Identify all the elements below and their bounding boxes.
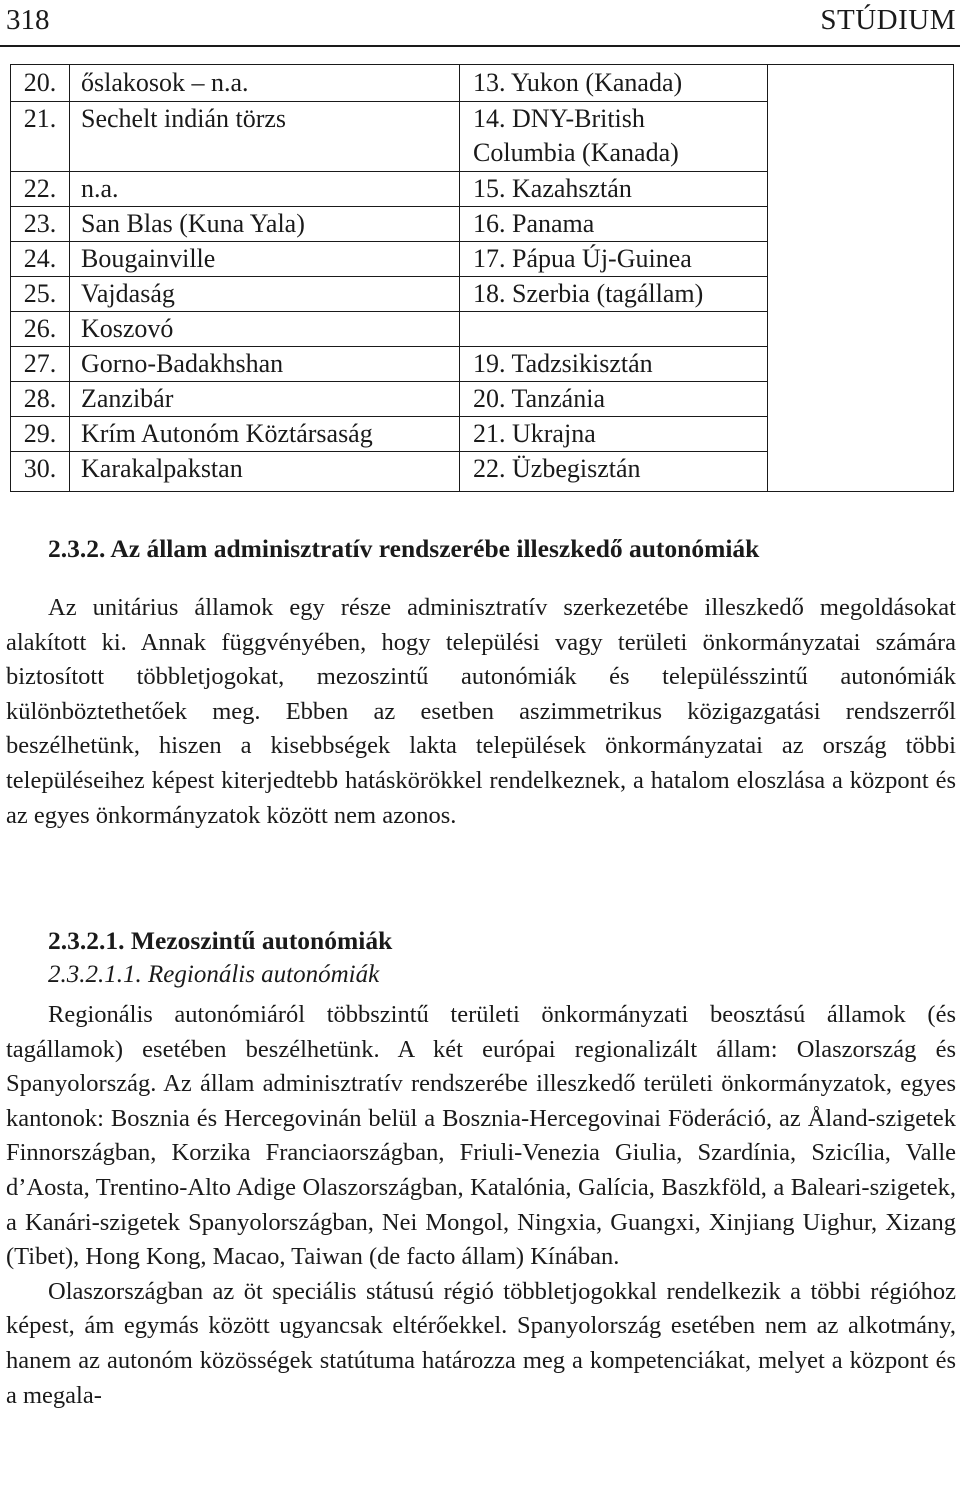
section-body — [6, 591, 956, 833]
state-name: 21. Ukrajna — [473, 419, 596, 448]
autonomy-name: őslakosok – n.a. — [81, 68, 249, 97]
column-divider — [459, 65, 460, 491]
state-name: 15. Kazahsztán — [473, 174, 632, 203]
autonomy-table — [10, 64, 954, 492]
column-divider — [767, 65, 768, 491]
autonomy-name: Krím Autonóm Köztársaság — [81, 419, 373, 448]
row-number: 30. — [23, 454, 57, 483]
state-name: 22. Üzbegisztán — [473, 454, 641, 483]
autonomy-name: Gorno-Badakhshan — [81, 349, 284, 378]
state-name: 16. Panama — [473, 209, 595, 238]
paragraph: Regionális autonómiáról többszintű területi önkormányzati beosztású államok (és tagállamok) esetében beszélhetünk. A két európai regionalizált állam: Olaszország és Spanyolország. Az állam adminisztratív rendszerébe illeszkedő területi önkormányzatok, egyes kantonok: Bosznia és Hercegovinán belül a Bosznia-Hercegovinai Föderáció, az Åland-szigetek Finnországban, Korzika Franciaországban, Friuli-Venezia Giulia, Szardínia, Szicília, Valle d’Aosta, Trentino-Alto Adige Olaszországban, Katalónia, Galícia, Baszkföld, a Baleari-szigetek, a Kanári-szigetek Spanyolországban, Nei Mongol, Ningxia, Guangxi, Xinjiang Uighur, Xizang (Tibet), Hong Kong, Macao, Taiwan (de facto állam) Kínában. — [6, 1001, 956, 1271]
state-name: 20. Tanzánia — [473, 384, 605, 413]
column-divider — [69, 65, 70, 491]
row-divider — [11, 171, 767, 172]
state-name: 18. Szerbia (tagállam) — [473, 279, 704, 308]
row-number: 25. — [23, 279, 57, 308]
row-number: 21. — [23, 104, 57, 133]
subsubsection-heading: 2.3.2.1.1. Regionális autonómiák — [48, 961, 380, 988]
section-heading: 2.3.2. Az állam adminisztratív rendszerébe illeszkedő autonómiák — [48, 534, 760, 563]
autonomy-name: Vajdaság — [81, 279, 175, 308]
state-name: 13. Yukon (Kanada) — [473, 68, 683, 97]
row-number: 26. — [23, 314, 57, 343]
paragraph: Olaszországban az öt speciális státusú régió többletjogokkal rendelkezik a többi régióhoz képest, ám egymás között ugyancsak eltérőekkel. Spanyolország esetében nem az alkotmány, hanem az autonóm közösségek statútuma határozza meg a kompetenciákat, melyet a központ és a megala- — [6, 1277, 956, 1409]
row-number: 24. — [23, 244, 57, 273]
header-rule — [0, 45, 960, 47]
autonomy-name: Sechelt indián törzs — [81, 104, 287, 133]
row-number: 20. — [23, 68, 57, 97]
state-name-continued: Columbia (Kanada) — [473, 138, 679, 167]
autonomy-name: Karakalpakstan — [81, 454, 243, 483]
autonomy-name: Koszovó — [81, 314, 174, 343]
row-number: 23. — [23, 209, 57, 238]
autonomy-name: Zanzibár — [81, 384, 174, 413]
row-number: 22. — [23, 174, 57, 203]
autonomy-name: Bougainville — [81, 244, 216, 273]
page-number: 318 — [6, 4, 50, 36]
state-name: 14. DNY-British — [473, 104, 645, 133]
autonomy-name: n.a. — [81, 174, 119, 203]
running-title: STÚDIUM — [820, 4, 956, 36]
state-name: 19. Tadzsikisztán — [473, 349, 653, 378]
row-number: 29. — [23, 419, 57, 448]
subsection-heading: 2.3.2.1. Mezoszintű autonómiák — [48, 926, 393, 955]
row-number: 28. — [23, 384, 57, 413]
row-number: 27. — [23, 349, 57, 378]
autonomy-name: San Blas (Kuna Yala) — [81, 209, 305, 238]
page-header — [0, 0, 960, 46]
state-name: 17. Pápua Új-Guinea — [473, 244, 692, 273]
subsection-body — [6, 998, 956, 1413]
paragraph: Az unitárius államok egy része adminisztratív szerkezetébe illeszkedő megoldásokat alakított ki. Annak függvényében, hogy települési vagy területi önkormányzatai számára biztosított többletjogokat, mezoszintű autonómiák és településszintű autonómiák különböztethetőek meg. Ebben az esetben aszimmetrikus közigazgatási rendszerről beszélhetünk, hiszen a kisebbségek lakta települések önkormányzatai az ország többi településeihez képest kiterjedtebb hatáskörökkel rendelkeznek, a hatalom eloszlása a központ és az egyes önkormányzatok között nem azonos. — [6, 594, 956, 829]
